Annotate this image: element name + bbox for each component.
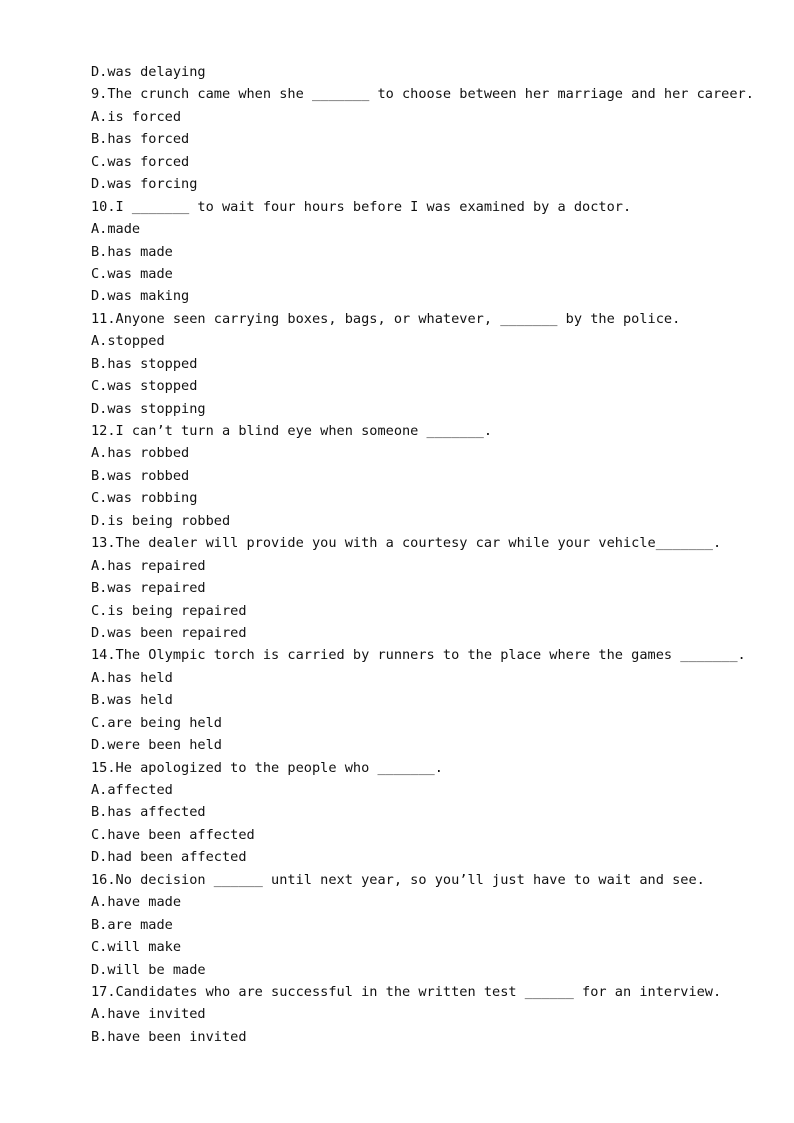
question-line: 10.I _______ to wait four hours before I was examined by a doctor. — [91, 198, 632, 215]
option-line: C.are being held — [91, 714, 222, 731]
question-line: 12.I can’t turn a blind eye when someone _______. — [91, 423, 493, 439]
option-line: C.was forced — [91, 153, 190, 170]
question-line: 16.No decision ______ until next year, so you’ll just have to wait and see. — [91, 871, 705, 888]
option-line: B.has stopped — [91, 355, 198, 372]
option-line: D.was been repaired — [91, 624, 247, 641]
question-line: 15.He apologized to the people who _______. — [91, 759, 443, 776]
option-line: C.is being repaired — [91, 602, 247, 619]
question-line: 11.Anyone seen carrying boxes, bags, or whatever, _______ by the police. — [91, 310, 681, 327]
option-line: A.stopped — [91, 333, 165, 350]
option-line: C.was made — [91, 265, 173, 282]
question-line: 13.The dealer will provide you with a courtesy car while your vehicle_______. — [91, 535, 722, 552]
question-line: 17.Candidates who are successful in the written test ______ for an interview. — [91, 983, 722, 1000]
option-line: D.were been held — [91, 737, 222, 754]
option-line: C.will make — [91, 939, 182, 956]
option-line: C.have been affected — [91, 826, 255, 843]
option-line: B.was repaired — [91, 580, 206, 597]
option-line: B.has forced — [91, 131, 190, 148]
option-line: D.will be made — [91, 961, 206, 978]
option-line: D.was stopping — [91, 400, 206, 417]
option-line: B.has affected — [91, 804, 206, 821]
option-line: D.is being robbed — [91, 512, 231, 529]
option-line: D.was delaying — [91, 64, 206, 80]
option-line: D.was making — [91, 288, 190, 305]
option-line: D.had been affected — [91, 849, 247, 866]
option-line: B.are made — [91, 916, 173, 933]
option-line: A.made — [91, 221, 141, 238]
option-line: D.was forcing — [91, 176, 198, 193]
option-line: A.has repaired — [91, 557, 206, 574]
question-line: 9.The crunch came when she _______ to choose between her marriage and her career. — [91, 86, 754, 103]
document-page — [91, 61, 771, 1048]
option-line: A.have invited — [91, 1006, 206, 1023]
option-line: C.was stopped — [91, 378, 198, 395]
question-line: 14.The Olympic torch is carried by runners to the place where the games _______. — [91, 647, 746, 664]
option-line: A.affected — [91, 782, 173, 798]
option-line: A.have made — [91, 894, 182, 911]
option-line: B.was robbed — [91, 467, 190, 484]
option-line: B.have been invited — [91, 1028, 247, 1045]
option-line: C.was robbing — [91, 490, 198, 507]
option-line: A.has held — [91, 669, 173, 686]
option-line: A.is forced — [91, 108, 182, 125]
option-line: B.was held — [91, 692, 173, 709]
option-line: A.has robbed — [91, 445, 190, 462]
option-line: B.has made — [91, 243, 173, 260]
